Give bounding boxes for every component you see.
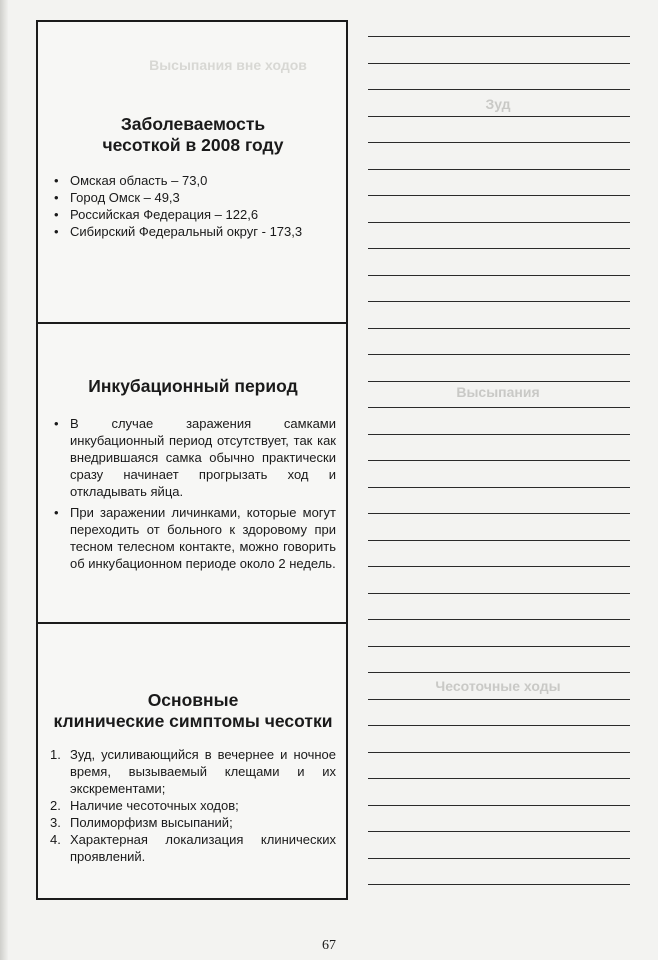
ruled-line [368, 460, 630, 461]
ruled-line [368, 222, 630, 223]
ruled-line [368, 275, 630, 276]
ruled-line [368, 831, 630, 832]
ruled-line [368, 646, 630, 647]
ruled-line [368, 699, 630, 700]
ruled-line [368, 434, 630, 435]
incubation-list [50, 415, 336, 572]
ruled-line [368, 248, 630, 249]
page-edge [0, 0, 8, 960]
ruled-line [368, 778, 630, 779]
ruled-line [368, 619, 630, 620]
ruled-line [368, 487, 630, 488]
ruled-line [368, 805, 630, 806]
ruled-line [368, 328, 630, 329]
ruled-line [368, 354, 630, 355]
ruled-line [368, 63, 630, 64]
notes-lines-column [352, 14, 644, 904]
notes-table [36, 20, 348, 900]
ruled-line [368, 407, 630, 408]
ruled-line [368, 301, 630, 302]
list-item: • Город Омск – 49,3 [50, 189, 336, 206]
ruled-line [368, 540, 630, 541]
ruled-line [368, 36, 630, 37]
list-item: 2. Наличие чесоточных ходов; [50, 798, 239, 813]
ruled-line [368, 884, 630, 885]
ruled-line [368, 513, 630, 514]
ruled-line [368, 142, 630, 143]
incidence-title: Заболеваемость чесоткой в 2008 году [102, 114, 284, 155]
ruled-line [368, 566, 630, 567]
ruled-line [368, 381, 630, 382]
ruled-line [368, 89, 630, 90]
list-item: 3. Полиморфизм высыпаний; [50, 815, 233, 830]
bleed-through-text: Высыпания вне ходов [149, 57, 307, 73]
symptoms-list [50, 746, 336, 865]
ruled-line [368, 593, 630, 594]
ruled-line [368, 725, 630, 726]
ruled-line [368, 195, 630, 196]
symptoms-title: Основные клинические симптомы чесотки [53, 690, 333, 731]
list-item: 1. Зуд, усиливающийся в вечернее и ночное время, вызываемый клещами и их экскрементами; [50, 747, 336, 796]
bleed-through-heading: Зуд [485, 96, 511, 112]
ruled-line [368, 752, 630, 753]
incidence-section [38, 22, 346, 322]
list-item: • Омская область – 73,0 [50, 172, 336, 189]
list-item: • Российская Федерация – 122,6 [50, 206, 336, 223]
page-number: 67 [322, 938, 336, 953]
ruled-line [368, 169, 630, 170]
bleed-through-heading: Высыпания [456, 384, 540, 400]
symptoms-section [38, 622, 346, 898]
list-item: • Сибирский Федеральный округ - 173,3 [50, 223, 336, 240]
list-item: • В случае заражения самками инкубационный период отсутствует, так как внедрившаяся самка обычно практически сразу начинает прогрызать ход и откладывать яйца. [50, 415, 336, 500]
incubation-title: Инкубационный период [88, 376, 298, 396]
ruled-line [368, 116, 630, 117]
list-item: • При заражении личинками, которые могут переходить от больного к здоровому при тесном телесном контакте, можно говорить об инкубационном периоде около 2 недель. [50, 504, 336, 572]
ruled-line [368, 858, 630, 859]
bleed-through-heading: Чесоточные ходы [435, 678, 561, 694]
ruled-line [368, 672, 630, 673]
incubation-section [38, 322, 346, 622]
incidence-list [50, 172, 336, 240]
list-item: 4. Характерная локализация клинических проявлений. [50, 832, 336, 864]
